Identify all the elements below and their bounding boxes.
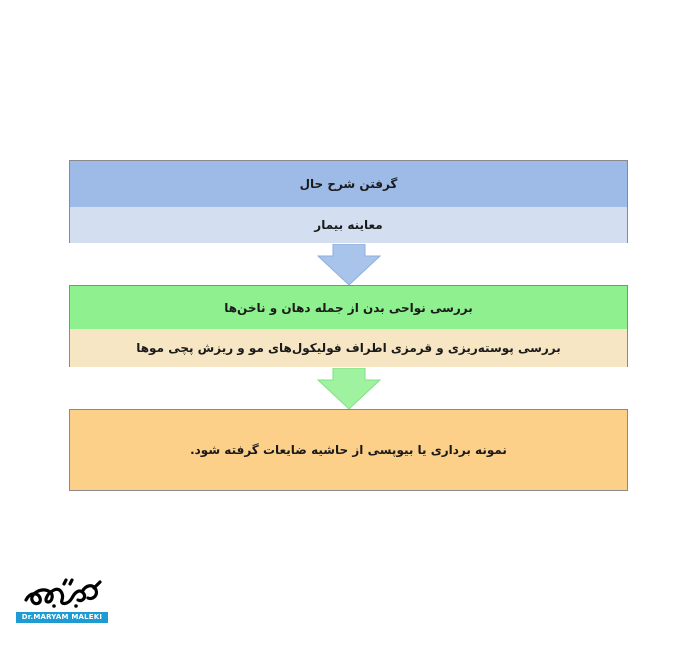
step-2-header	[70, 286, 627, 329]
logo	[16, 578, 108, 624]
step-2-box	[69, 285, 628, 367]
step-1-header-text: گرفتن شرح حال	[299, 177, 398, 191]
step-1-sub-text: معاینه بیمار	[314, 218, 383, 232]
logo-mark-icon	[20, 578, 106, 610]
logo-caption: Dr.MARYAM MALEKI	[16, 612, 108, 623]
step-3-content	[70, 410, 627, 490]
arrow-down-icon	[317, 368, 381, 410]
step-2-sub	[70, 329, 627, 367]
step-1-header	[70, 161, 627, 207]
step-3-text: نمونه برداری یا بیوپسی از حاشیه ضایعات گرفته شود.	[190, 443, 507, 457]
step-2-header-text: بررسی نواحی بدن از جمله دهان و ناخن‌ها	[224, 300, 473, 315]
step-3-box	[69, 409, 628, 491]
step-2-sub-text: بررسی پوسته‌ریزی و قرمزی اطراف فولیکول‌های مو و ریزش پچی موها	[136, 341, 561, 355]
step-1-sub	[70, 207, 627, 243]
arrow-down-icon	[317, 244, 381, 286]
step-1-box	[69, 160, 628, 243]
